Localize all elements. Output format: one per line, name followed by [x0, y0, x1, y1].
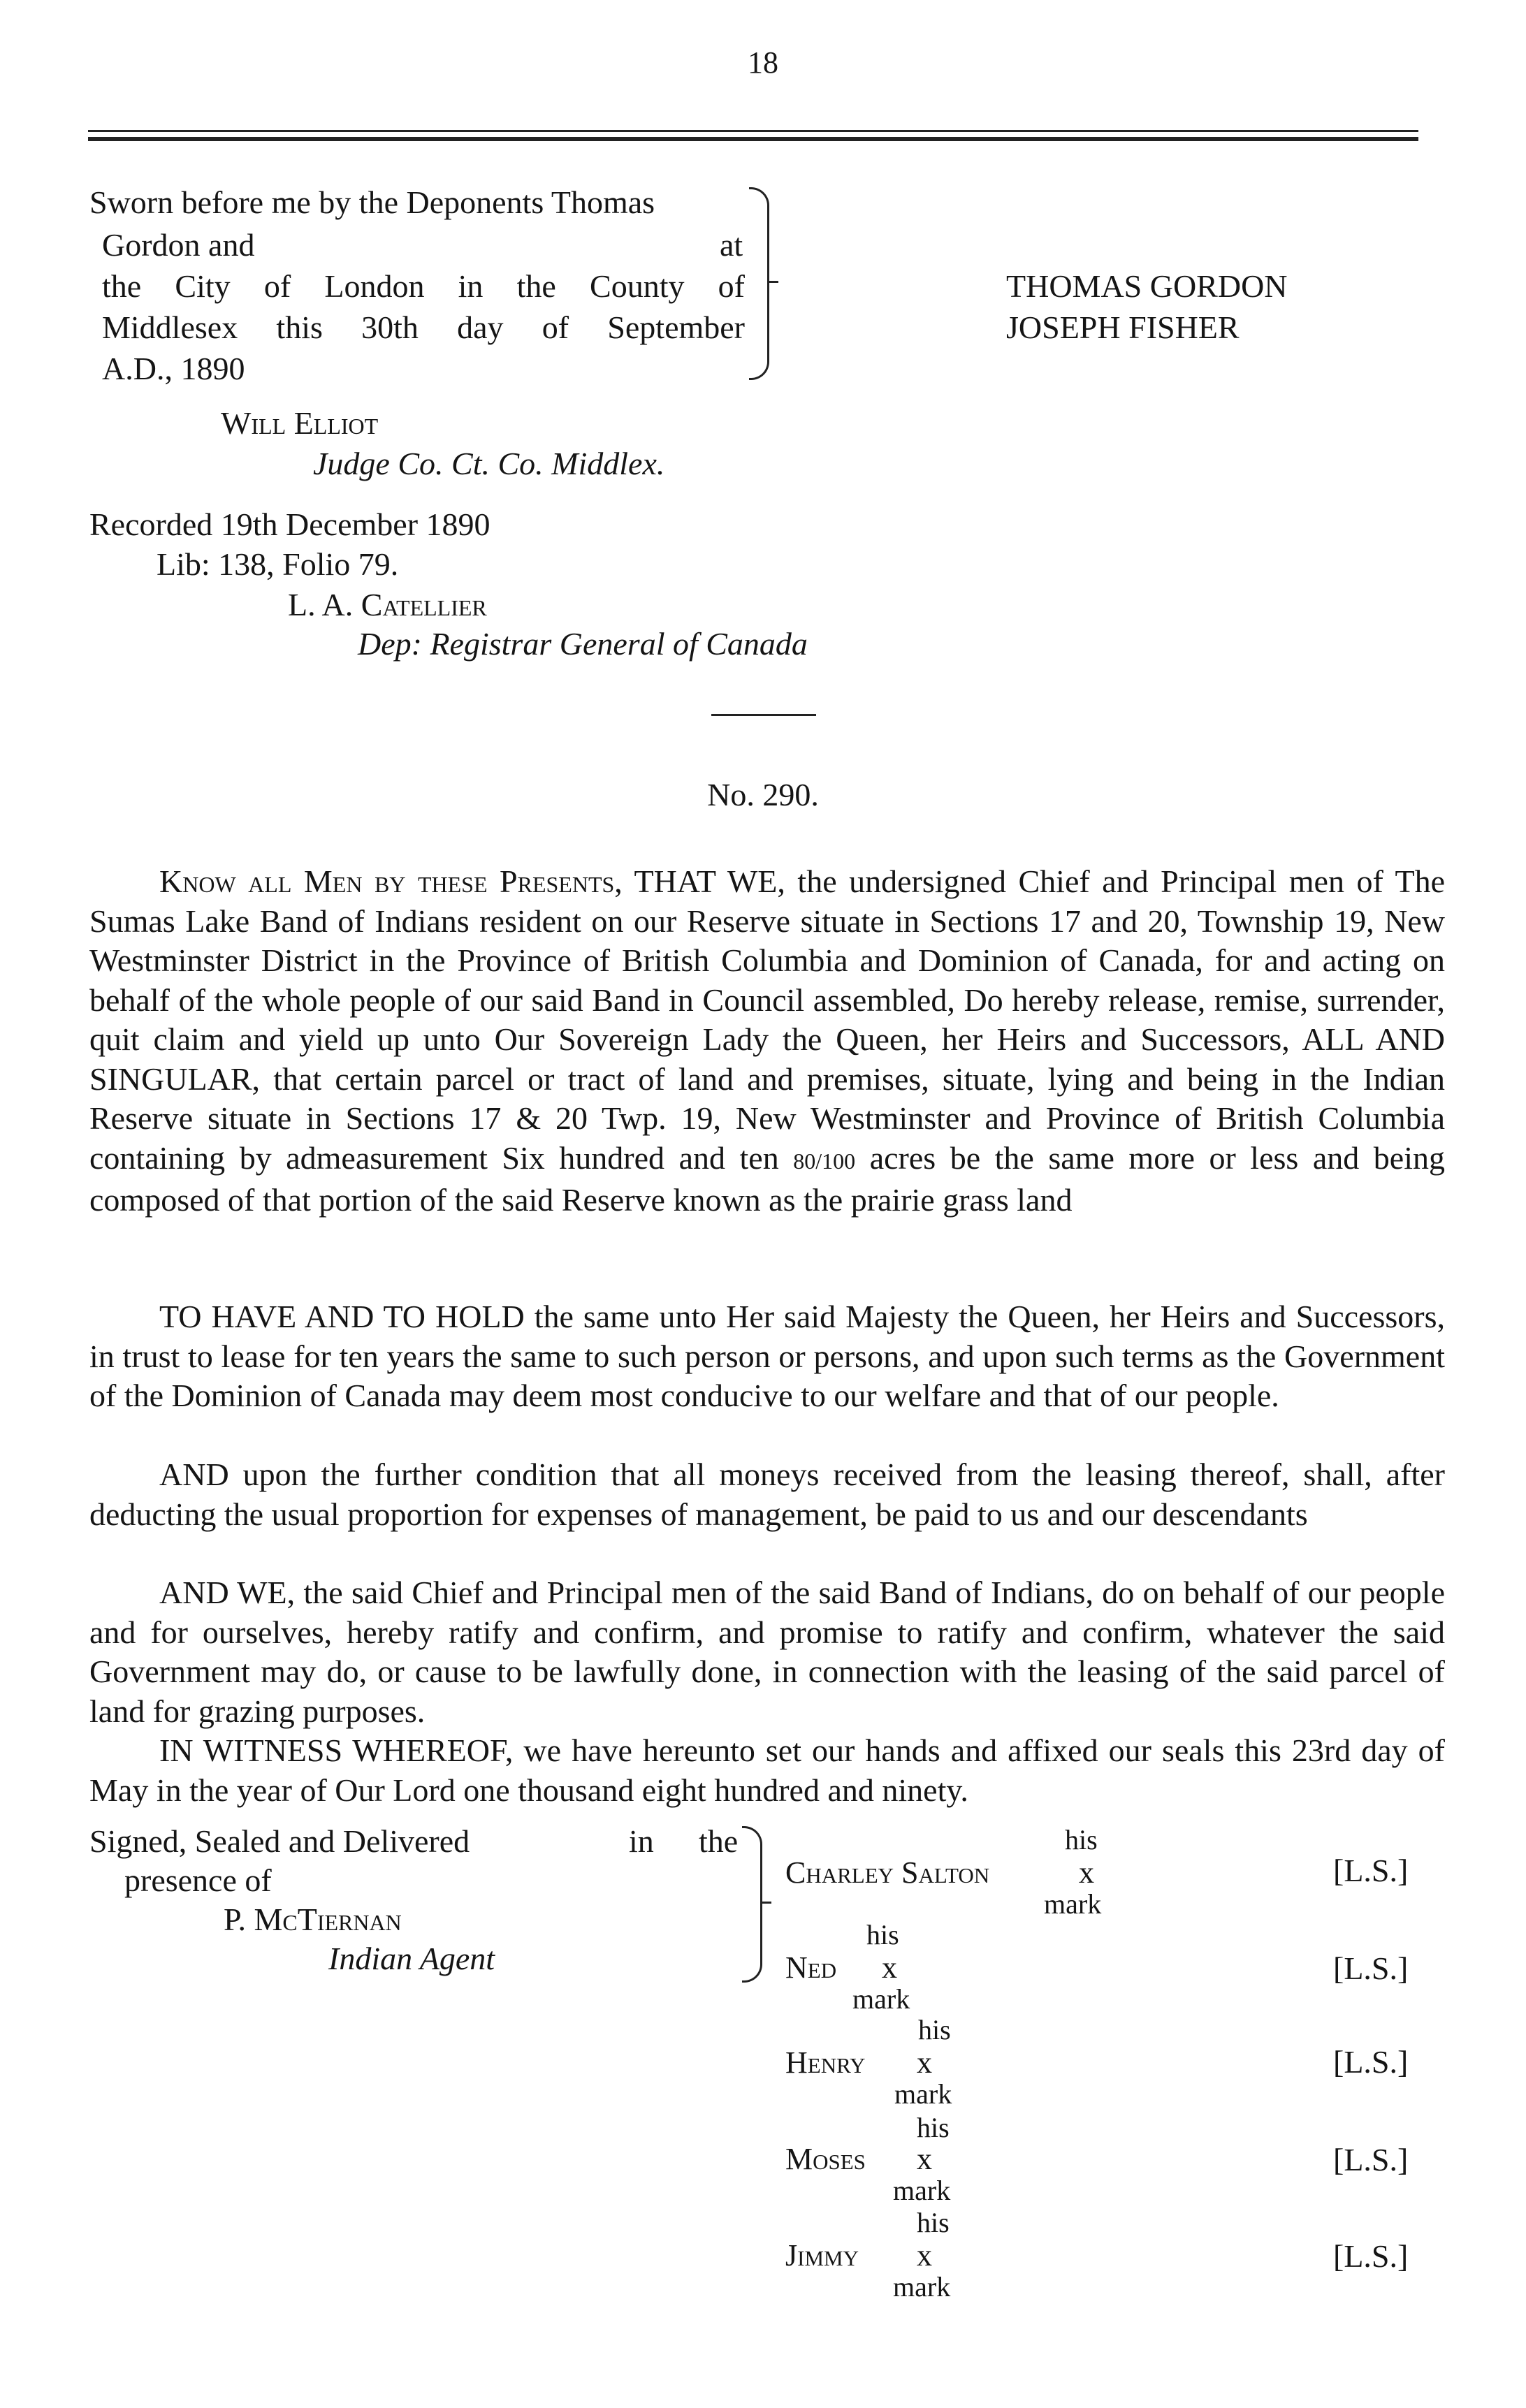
recorded-line: Recorded 19th December 1890 — [89, 506, 490, 542]
lib-line: Lib: 138, Folio 79. — [157, 546, 399, 582]
paragraph-4: AND WE, the said Chief and Principal men of the said Band of Indians, do on behalf of our people and for ourselves, hereby ratify and confirm, and promise to ratify and confirm, whatever the said Government may do, or cause to be lawfully done, in connection with the leasing of the said parcel of land for grazing purposes. — [89, 1575, 1445, 1729]
seal-mark: [L.S.] — [1333, 1950, 1409, 1986]
witness-title: Indian Agent — [328, 1941, 495, 1976]
opening-words: Know all Men by these Presents, — [159, 863, 623, 899]
section-divider — [711, 714, 816, 716]
witness-brace — [742, 1826, 762, 1983]
seal-mark: [L.S.] — [1333, 1853, 1409, 1888]
affidavit-line-4: Middlesex this 30th day of September — [102, 309, 745, 345]
his-label: his — [917, 2207, 950, 2238]
mark-label: mark — [893, 2271, 951, 2303]
affidavit-line-5: A.D., 1890 — [102, 351, 245, 386]
mark-label: mark — [894, 2078, 952, 2110]
paragraph-2: TO HAVE AND TO HOLD the same unto Her said Majesty the Queen, her Heirs and Successors, in trust to lease for ten years the same to such person or persons, and upon such terms as the Government of the Dominion of Canada may deem most conducive to our welfare and that of our people. — [89, 1299, 1445, 1413]
signatory-name: Henry — [785, 2045, 866, 2080]
judge-title: Judge Co. Ct. Co. Middlex. — [313, 446, 665, 481]
his-label: his — [917, 2112, 950, 2143]
paragraph-3: AND upon the further condition that all moneys received from the leasing thereof, shall, after deducting the usual proportion for expenses of management, be paid to us and our descendants — [89, 1457, 1445, 1532]
witness-name: P. McTiernan — [224, 1902, 402, 1937]
his-label: his — [1065, 1824, 1098, 1855]
affidavit-line-2a: Gordon and — [102, 227, 255, 263]
seal-mark: [L.S.] — [1333, 2238, 1409, 2274]
affidavit-line-1: Sworn before me by the Deponents Thomas — [89, 184, 655, 220]
mark-label: mark — [893, 2175, 951, 2206]
signatory-name: Charley Salton — [785, 1855, 990, 1890]
affidavit-line-3: the City of London in the County of — [102, 268, 745, 304]
paragraph-1 — [89, 862, 1445, 1220]
signatory-name: Ned — [785, 1950, 837, 1985]
mark-x: x — [917, 2045, 932, 2080]
mark-label: mark — [852, 1983, 910, 2015]
acreage-fraction: 80/100 — [793, 1148, 856, 1174]
mark-x: x — [917, 2238, 932, 2272]
affidavit-brace-tip — [767, 281, 778, 283]
signatory-name: Moses — [785, 2142, 866, 2176]
his-label: his — [866, 1919, 899, 1950]
mark-label: mark — [1044, 1888, 1102, 1920]
seal-mark: [L.S.] — [1333, 2044, 1409, 2080]
mark-x: x — [882, 1950, 897, 1985]
witness-brace-tip — [760, 1902, 771, 1904]
registrar-title: Dep: Registrar General of Canada — [358, 626, 808, 662]
affidavit-line-2b: at — [720, 227, 743, 263]
signatory-name: Jimmy — [785, 2238, 859, 2272]
deponent-2: JOSEPH FISHER — [1006, 309, 1240, 345]
witness-line-2: presence of — [124, 1862, 272, 1898]
judge-name: Will Elliot — [221, 405, 379, 441]
witness-line-1b: in — [629, 1823, 654, 1859]
witness-line-1a: Signed, Sealed and Delivered — [89, 1823, 470, 1859]
paragraph-1-text: THAT WE, the undersigned Chief and Principal men of The Sumas Lake Band of Indians resident on our Reserve situate in Sections 17 and 20, Township 19, New Westminster District in the Province of British Columbia and Dominion of Canada, for and acting on behalf of the whole people of our said Band in Council assembled, Do hereby release, remise, surrender, quit claim and yield up unto Our Sovereign Lady the Queen, her Heirs and Successors, ALL AND SINGULAR, that certain parcel or tract of land and premises, situate, lying and being in the Indian Reserve situate in Sections 17 & 20 Twp. 19, New Westminster and Province of British Columbia containing by admeasurement Six hundred and ten — [89, 863, 1445, 1176]
paragraph-5: IN WITNESS WHEREOF, we have hereunto set our hands and affixed our seals this 23rd day of May in the year of Our Lord one thousand eight hundred and ninety. — [89, 1732, 1445, 1808]
witness-line-1c: the — [699, 1823, 739, 1859]
deponent-1: THOMAS GORDON — [1006, 268, 1288, 304]
document-number: No. 290. — [707, 777, 819, 812]
seal-mark: [L.S.] — [1333, 2142, 1409, 2177]
page-number: 18 — [748, 45, 778, 80]
header-rule-thick — [88, 137, 1418, 141]
his-label: his — [918, 2014, 951, 2045]
paragraph-1-end: acres be the same more or less and being composed of that portion of the said Reserve known as the prairie grass land — [89, 1139, 1445, 1218]
registrar-name: L. A. Catellier — [288, 587, 487, 622]
header-rule-thin — [88, 130, 1418, 132]
mark-x: x — [917, 2142, 932, 2176]
affidavit-brace — [749, 187, 769, 380]
mark-x: x — [1079, 1855, 1094, 1890]
